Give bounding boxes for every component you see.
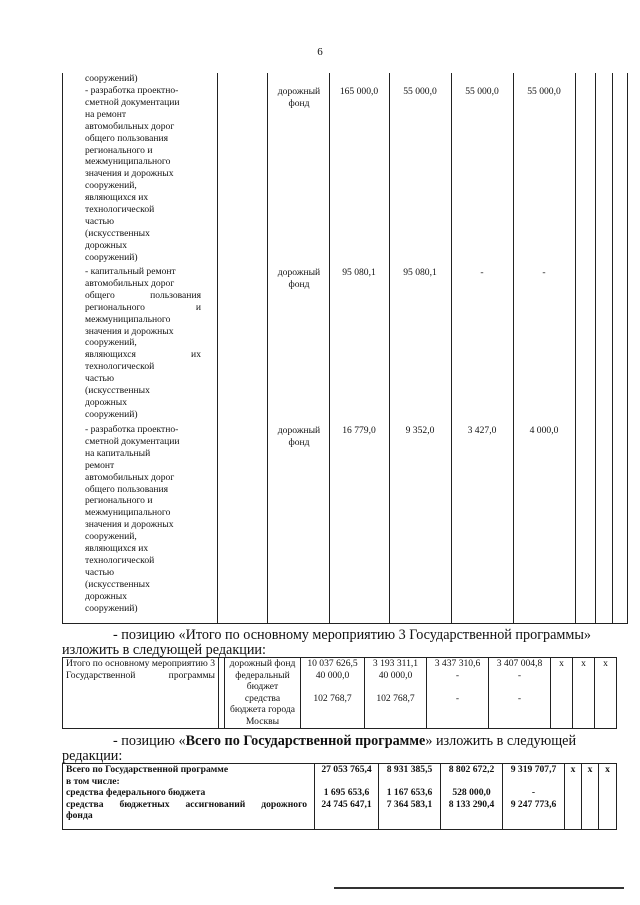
value-cell: 95 080,1 bbox=[342, 267, 376, 278]
row-description-fragment: сооружений) bbox=[85, 73, 138, 84]
value-column: 9 319 707,7 - 9 247 773,6 bbox=[503, 764, 565, 830]
value-cell: 9 352,0 bbox=[405, 425, 435, 436]
value-column: 8 931 385,5 1 167 653,6 7 364 583,1 bbox=[379, 764, 441, 830]
x-mark: x bbox=[565, 764, 582, 830]
x-mark: x bbox=[582, 764, 599, 830]
value-column: 3 193 311,1 40 000,0 102 768,7 bbox=[365, 658, 427, 729]
column-divider bbox=[451, 73, 452, 623]
instruction-text: - позицию «Всего по Государственной программе» изложить в следующей bbox=[113, 733, 577, 749]
column-divider bbox=[612, 73, 613, 623]
fund-source: дорожный фонд bbox=[277, 267, 321, 290]
column-divider bbox=[595, 73, 596, 623]
column-divider bbox=[389, 73, 390, 623]
value-cell: 3 427,0 bbox=[467, 425, 497, 436]
total-activity-table bbox=[62, 657, 617, 729]
instruction-text: редакции: bbox=[62, 748, 123, 764]
value-column: 3 407 004,8 - - bbox=[489, 658, 551, 729]
row-labels: Всего по Государственной программе в том числе: средства федерального бюджета средства бюджетных ассигнований дорожного фонда bbox=[63, 764, 315, 830]
x-mark: x bbox=[595, 658, 617, 729]
column-divider bbox=[217, 73, 218, 623]
footer-rule bbox=[334, 887, 624, 889]
instruction-text: изложить в следующей редакции: bbox=[62, 642, 266, 658]
value-column: 8 802 672,2 528 000,0 8 133 290,4 bbox=[441, 764, 503, 830]
program-table-continuation bbox=[62, 73, 628, 624]
row-description: - капитальный ремонт автомобильных дорог общего пользования регионального и межмуниципального значения и дорожных сооружений, являющихся их технологической частью (искусственных дорожных сооружений) bbox=[85, 266, 201, 420]
value-cell: 16 779,0 bbox=[342, 425, 376, 436]
page-number: 6 bbox=[317, 46, 323, 58]
value-cell: 165 000,0 bbox=[339, 86, 379, 97]
fund-source: дорожный фонд bbox=[277, 425, 321, 448]
column-divider bbox=[627, 73, 628, 623]
column-divider bbox=[267, 73, 268, 623]
value-cell: - bbox=[542, 267, 546, 278]
row-description: - разработка проектно- сметной документации на ремонт автомобильных дорог общего пользования регионального и межмуниципального значения и дорожных сооружений, являющихся их технологической частью (искусственных дорожных сооружений) bbox=[85, 85, 180, 263]
x-mark: x bbox=[551, 658, 573, 729]
value-column: 27 053 765,4 1 695 653,6 24 745 647,1 bbox=[315, 764, 379, 830]
value-cell: 55 000,0 bbox=[465, 86, 499, 97]
row-description: - разработка проектно- сметной документации на капитальный ремонт автомобильных дорог общего пользования регионального и межмуниципального значения и дорожных сооружений, являющихся их технологической частью (искусственных дорожных сооружений) bbox=[85, 424, 180, 614]
row-title: Итого по основному мероприятию 3 Государственной программы bbox=[63, 658, 219, 729]
x-mark: x bbox=[573, 658, 595, 729]
value-cell: - bbox=[480, 267, 484, 278]
value-cell: 55 000,0 bbox=[527, 86, 561, 97]
instruction-text: - позицию «Итого по основному мероприятию 3 Государственной программы» bbox=[113, 627, 592, 643]
column-divider bbox=[575, 73, 576, 623]
column-divider bbox=[329, 73, 330, 623]
program-total-table bbox=[62, 763, 617, 830]
fund-list: дорожный фонд федеральный бюджет средства бюджета города Москвы bbox=[225, 658, 301, 729]
column-divider bbox=[513, 73, 514, 623]
value-cell: 95 080,1 bbox=[403, 267, 437, 278]
value-cell: 4 000,0 bbox=[529, 425, 559, 436]
fund-source: дорожный фонд bbox=[277, 86, 321, 109]
value-cell: 55 000,0 bbox=[403, 86, 437, 97]
x-mark: x bbox=[599, 764, 617, 830]
value-column: 3 437 310,6 - - bbox=[427, 658, 489, 729]
value-column: 10 037 626,5 40 000,0 102 768,7 bbox=[301, 658, 365, 729]
